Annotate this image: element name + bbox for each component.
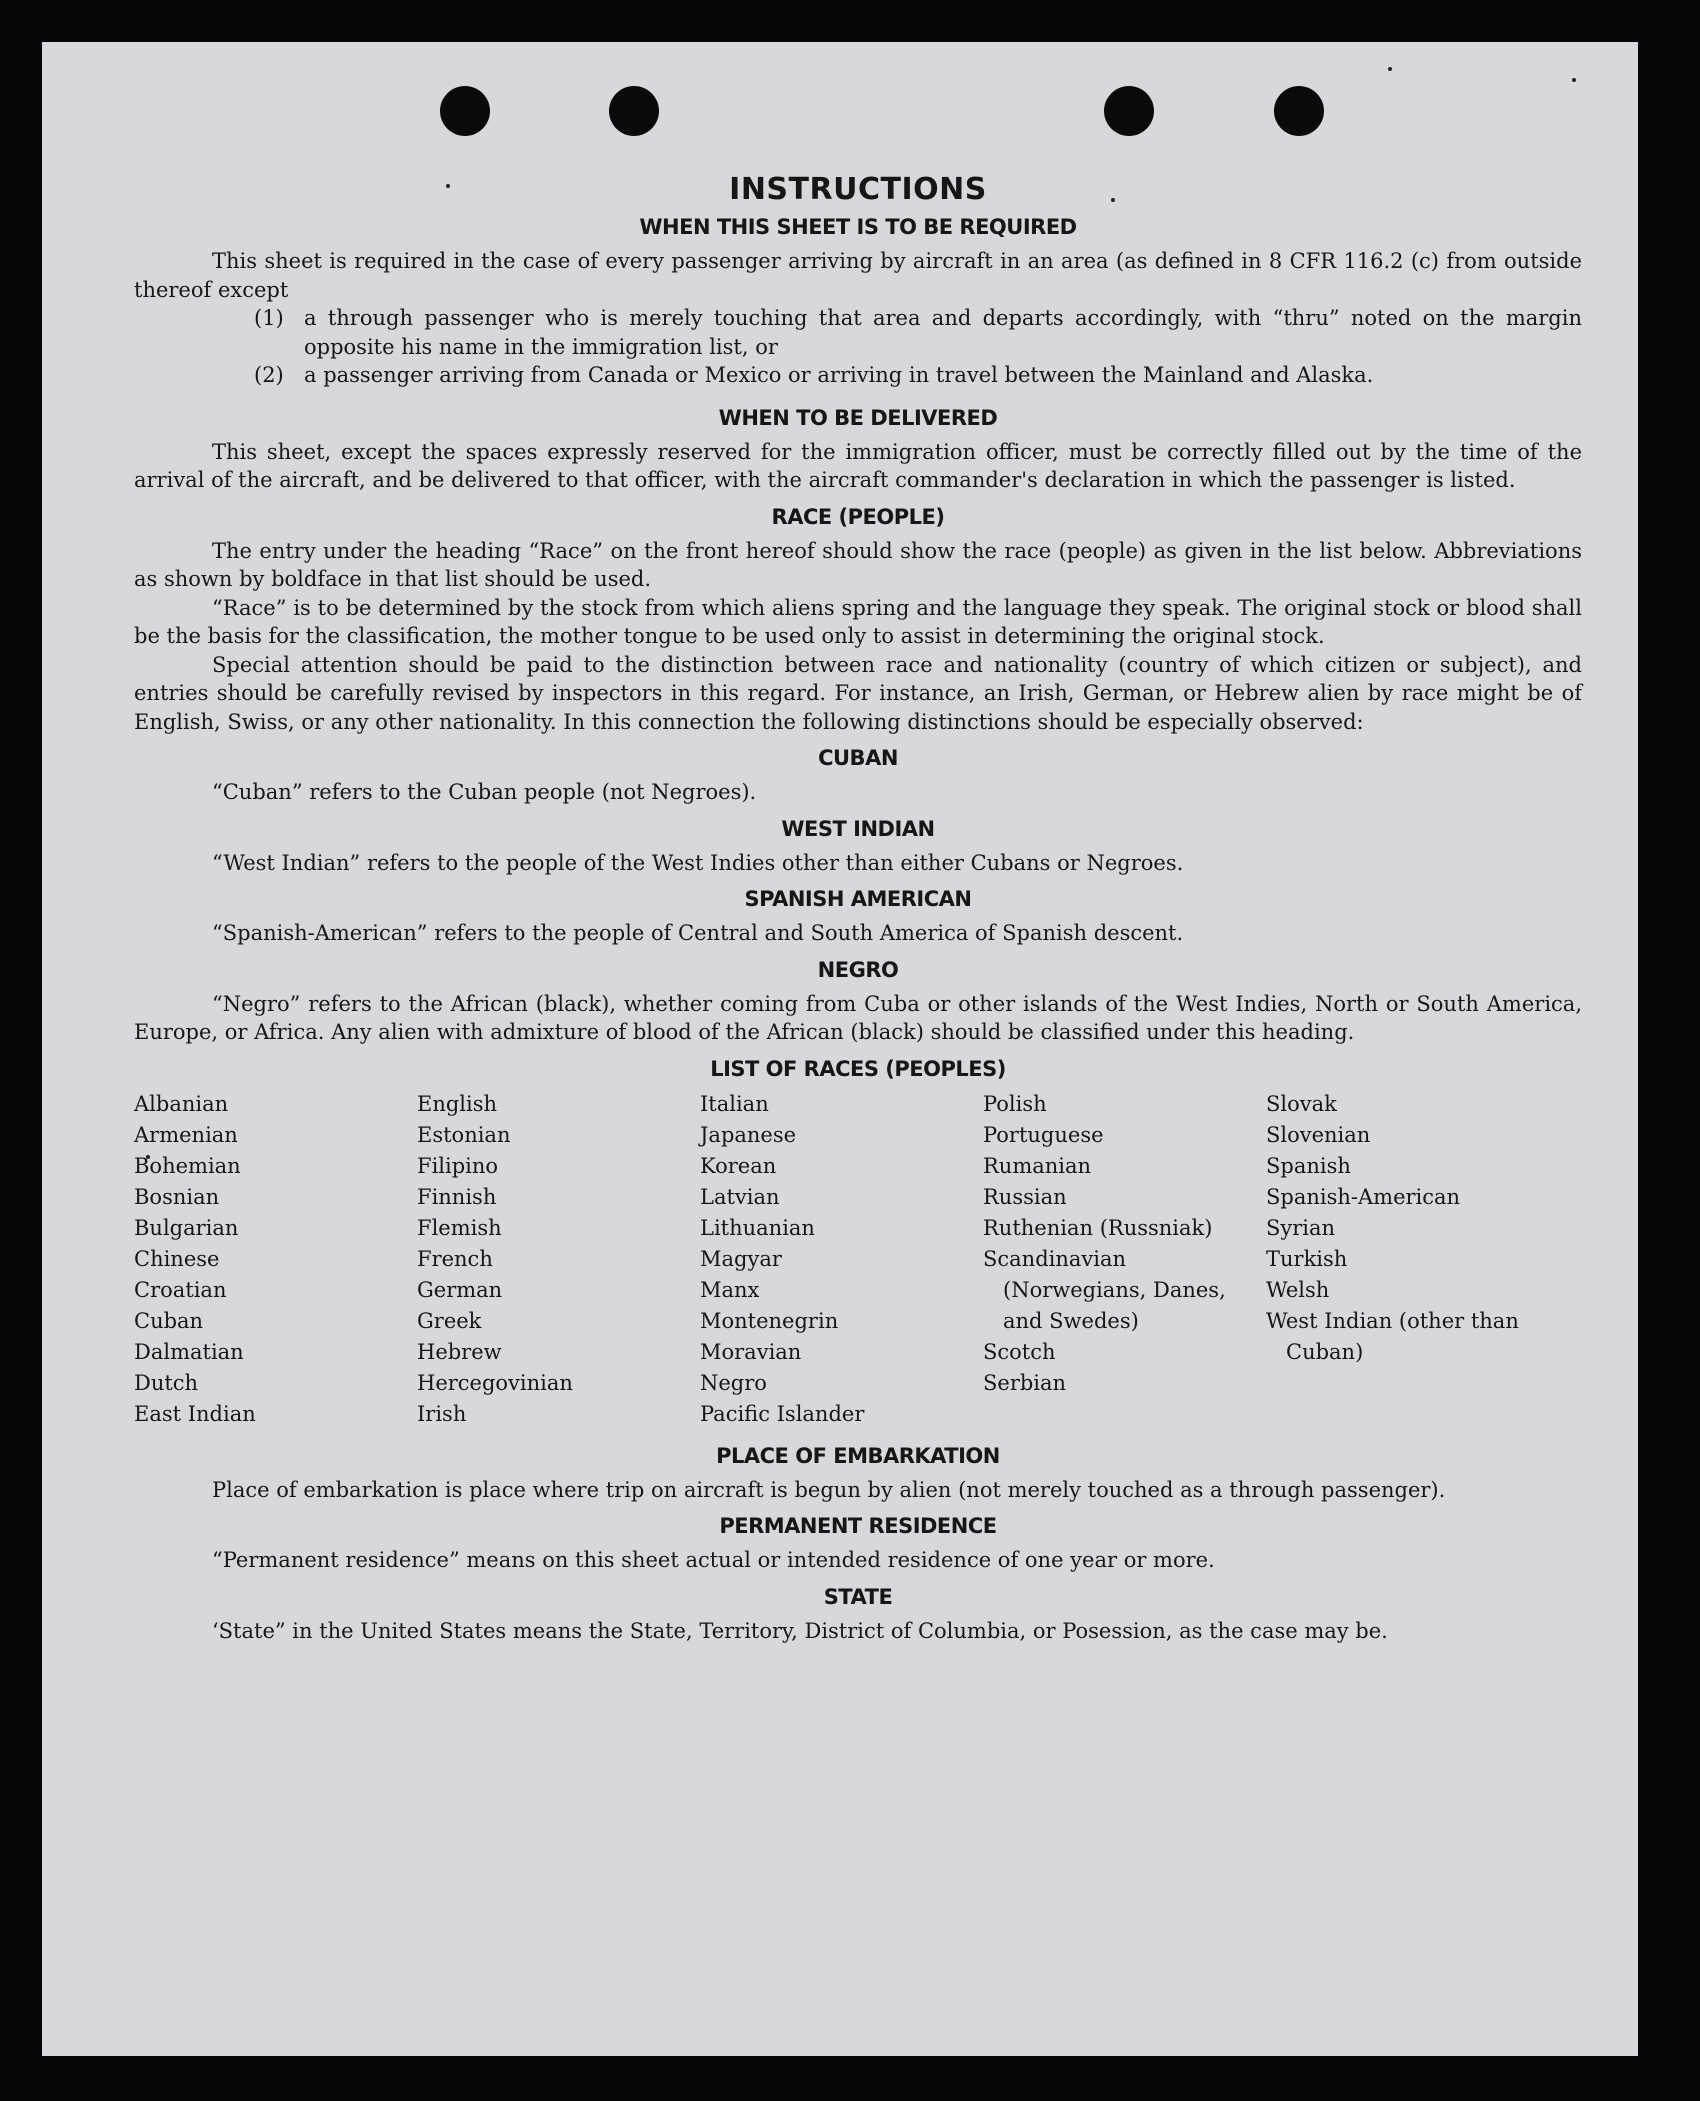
race-entry: Latvian [700, 1184, 780, 1209]
cuban-text: “Cuban” refers to the Cuban people (not Negroes). [212, 780, 757, 804]
section-heading-west-indian: WEST INDIAN [781, 816, 935, 841]
dust-speck [1388, 67, 1392, 71]
races-column [700, 1089, 983, 1430]
races-column [1266, 1089, 1549, 1430]
race-paragraph: “Race” is to be determined by the stock from which aliens spring and the language they speak. The original stock or blood shall be the basis for the classification, the mother tongue to be used only to assist in determining the original stock. [134, 595, 1582, 648]
races-column [134, 1089, 417, 1430]
race-entry: Bohemian [134, 1153, 241, 1178]
spanish-american-text: “Spanish-American” refers to the people of Central and South America of Spanish descent. [212, 921, 1184, 945]
punch-hole [440, 86, 490, 136]
section-heading-negro: NEGRO [817, 957, 899, 982]
race-paragraph: The entry under the heading “Race” on the front hereof should show the race (people) as given in the list below. Abbreviations as shown by boldface in that list should be used. [134, 538, 1582, 591]
race-entry: Ruthenian (Russniak) [983, 1215, 1213, 1240]
section-heading-delivered: WHEN TO BE DELIVERED [718, 405, 998, 430]
race-entry: German [417, 1277, 503, 1302]
list-item [134, 361, 1582, 390]
race-paragraph: Special attention should be paid to the distinction between race and nationality (country of which citizen or subject), and entries should be carefully revised by inspectors in this regard. For instance, an Irish, German, or Hebrew alien by race might be of English, Swiss, or any other nationality. In this connection the following distinctions should be especially observed: [134, 652, 1582, 734]
race-entry: Moravian [700, 1339, 802, 1364]
race-entry: Bosnian [134, 1184, 220, 1209]
item-number: (1) [254, 306, 284, 330]
race-entry: Bulgarian [134, 1215, 239, 1240]
race-entry: Albanian [134, 1091, 229, 1116]
race-entry: Pacific Islander [700, 1401, 865, 1426]
punch-hole [609, 86, 659, 136]
list-item [134, 304, 1582, 361]
race-entry: Magyar [700, 1246, 782, 1271]
race-entry: French [417, 1246, 493, 1271]
race-entry: Korean [700, 1153, 777, 1178]
section-heading-races-list: LIST OF RACES (PEOPLES) [710, 1056, 1006, 1081]
state-text: ‘State” in the United States means the State, Territory, District of Columbia, or Posession, as the case may be. [212, 1618, 1388, 1643]
race-entry: Welsh [1266, 1277, 1330, 1302]
section-heading-embarkation: PLACE OF EMBARKATION [716, 1443, 1000, 1468]
race-entry: Armenian [134, 1122, 238, 1147]
race-entry: Lithuanian [700, 1215, 815, 1240]
race-entry: Rumanian [983, 1153, 1092, 1178]
negro-text: “Negro” refers to the African (black), whether coming from Cuba or other islands of the West Indies, North or South America, Europe, or Africa. Any alien with admixture of blood of the African (black) should be classified under this heading. [134, 991, 1582, 1044]
race-entry: Syrian [1266, 1215, 1336, 1240]
race-entry: Spanish [1266, 1153, 1351, 1178]
section-heading-residence: PERMANENT RESIDENCE [719, 1514, 997, 1538]
race-entry: Negro [700, 1370, 767, 1395]
race-entry: Spanish-American [1266, 1184, 1461, 1209]
section-heading-required: WHEN THIS SHEET IS TO BE REQUIRED [639, 215, 1077, 239]
races-column [983, 1089, 1266, 1430]
race-entry: Estonian [417, 1122, 511, 1147]
races-column [417, 1089, 700, 1430]
punch-hole [1274, 86, 1324, 136]
item-text: a passenger arriving from Canada or Mexico or arriving in travel between the Mainland and Alaska. [304, 363, 1374, 387]
race-entry: Serbian [983, 1370, 1067, 1395]
races-table [134, 1089, 1582, 1430]
item-number: (2) [254, 363, 284, 387]
page-title: INSTRUCTIONS [729, 172, 987, 207]
race-entry: Dalmatian [134, 1339, 244, 1364]
instructions-content [134, 172, 1582, 1645]
race-entry: Hebrew [417, 1339, 502, 1364]
race-entry: Flemish [417, 1215, 502, 1240]
race-entry: Japanese [700, 1122, 797, 1147]
punch-hole [1104, 86, 1154, 136]
race-entry: Slovak [1266, 1091, 1337, 1116]
race-entry: Scotch [983, 1339, 1056, 1364]
race-entry: Croatian [134, 1277, 227, 1302]
race-entry: Irish [417, 1401, 467, 1426]
race-entry: Polish [983, 1091, 1047, 1116]
race-entry: East Indian [134, 1401, 256, 1426]
race-entry: Cuban [134, 1308, 204, 1333]
race-entry: Turkish [1266, 1246, 1348, 1271]
race-entry: Manx [700, 1277, 760, 1302]
race-entry: Hercegovinian [417, 1370, 573, 1395]
race-entry: Portuguese [983, 1122, 1104, 1147]
exception-list [134, 304, 1582, 390]
section-heading-cuban: CUBAN [818, 746, 898, 770]
delivered-text: This sheet, except the spaces expressly reserved for the immigration officer, must be correctly filled out by the time of the arrival of the aircraft, and be delivered to that officer, with the aircraft commander's declaration in which the passenger is listed. [134, 439, 1582, 492]
race-entry: Filipino [417, 1153, 499, 1178]
dust-speck [1572, 78, 1576, 82]
race-entry: Dutch [134, 1370, 199, 1395]
residence-text: “Permanent residence” means on this sheet actual or intended residence of one year or more. [212, 1548, 1215, 1572]
required-intro: This sheet is required in the case of every passenger arriving by aircraft in an area (as defined in 8 CFR 116.2 (c) from outside thereof except [134, 249, 1582, 302]
west-indian-text: “West Indian” refers to the people of the West Indies other than either Cubans or Negroes. [212, 850, 1184, 875]
race-entry: Italian [700, 1091, 769, 1116]
race-entry: Greek [417, 1308, 482, 1333]
race-entry: English [417, 1091, 498, 1116]
race-entry: West Indian (other than Cuban) [1266, 1308, 1519, 1364]
document-page [42, 42, 1638, 2056]
race-entry: Chinese [134, 1246, 220, 1271]
race-entry: Scandinavian (Norwegians, Danes, and Swedes) [983, 1246, 1226, 1333]
section-heading-race: RACE (PEOPLE) [771, 504, 945, 529]
race-entry: Russian [983, 1184, 1067, 1209]
section-heading-state: STATE [823, 1584, 893, 1609]
embarkation-text: Place of embarkation is place where trip on aircraft is begun by alien (not merely touched as a through passenger). [212, 1477, 1446, 1502]
race-entry: Montenegrin [700, 1308, 839, 1333]
item-text: a through passenger who is merely touching that area and departs accordingly, with “thru” noted on the margin opposite his name in the immigration list, or [304, 306, 1582, 359]
race-entry: Slovenian [1266, 1122, 1371, 1147]
section-heading-spanish-american: SPANISH AMERICAN [744, 887, 972, 911]
race-entry: Finnish [417, 1184, 497, 1209]
